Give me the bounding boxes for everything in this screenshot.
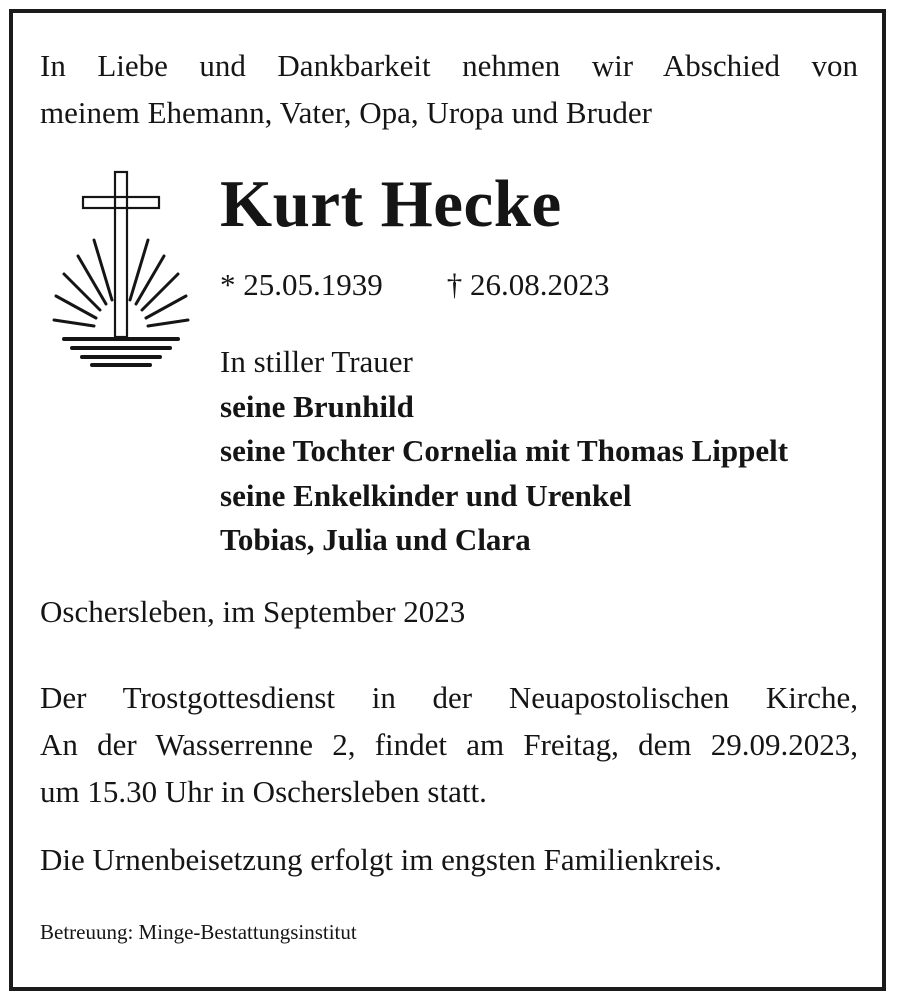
intro-line: meinem Ehemann, Vater, Opa, Uropa und Bruder xyxy=(40,95,652,130)
service-line: um 15.30 Uhr in Oschersleben statt. xyxy=(40,774,487,809)
death-date: † 26.08.2023 xyxy=(446,267,610,302)
mourner-line: seine Brunhild xyxy=(220,388,414,424)
service-line: Der Trostgottesdienst in der Neuapostolischen Kirche, xyxy=(40,680,858,715)
cross-sunrise-icon xyxy=(48,170,196,370)
mourners-intro: In stiller Trauer xyxy=(220,344,413,379)
intro-text xyxy=(40,42,858,136)
mourners-block xyxy=(220,340,788,563)
mourner-line: Tobias, Julia und Clara xyxy=(220,522,531,557)
life-dates xyxy=(220,265,610,305)
mourner-line: seine Tochter Cornelia mit Thomas Lippelt xyxy=(220,433,789,468)
mourner-line: seine Enkelkinder und Urenkel xyxy=(220,477,632,513)
urn-burial-note: Die Urnenbeisetzung erfolgt im engsten Familienkreis. xyxy=(40,842,722,877)
service-info xyxy=(40,674,858,815)
service-line: An der Wasserrenne 2, findet am Freitag, dem 29.09.2023, xyxy=(40,727,858,762)
birth-date: * 25.05.1939 xyxy=(220,267,383,302)
undertaker-note: Betreuung: Minge-Bestattungsinstitut xyxy=(40,920,357,944)
deceased-name: Kurt Hecke xyxy=(220,167,562,241)
place-date: Oschersleben, im September 2023 xyxy=(40,594,466,629)
intro-line: In Liebe und Dankbarkeit nehmen wir Abschied von xyxy=(40,48,858,83)
